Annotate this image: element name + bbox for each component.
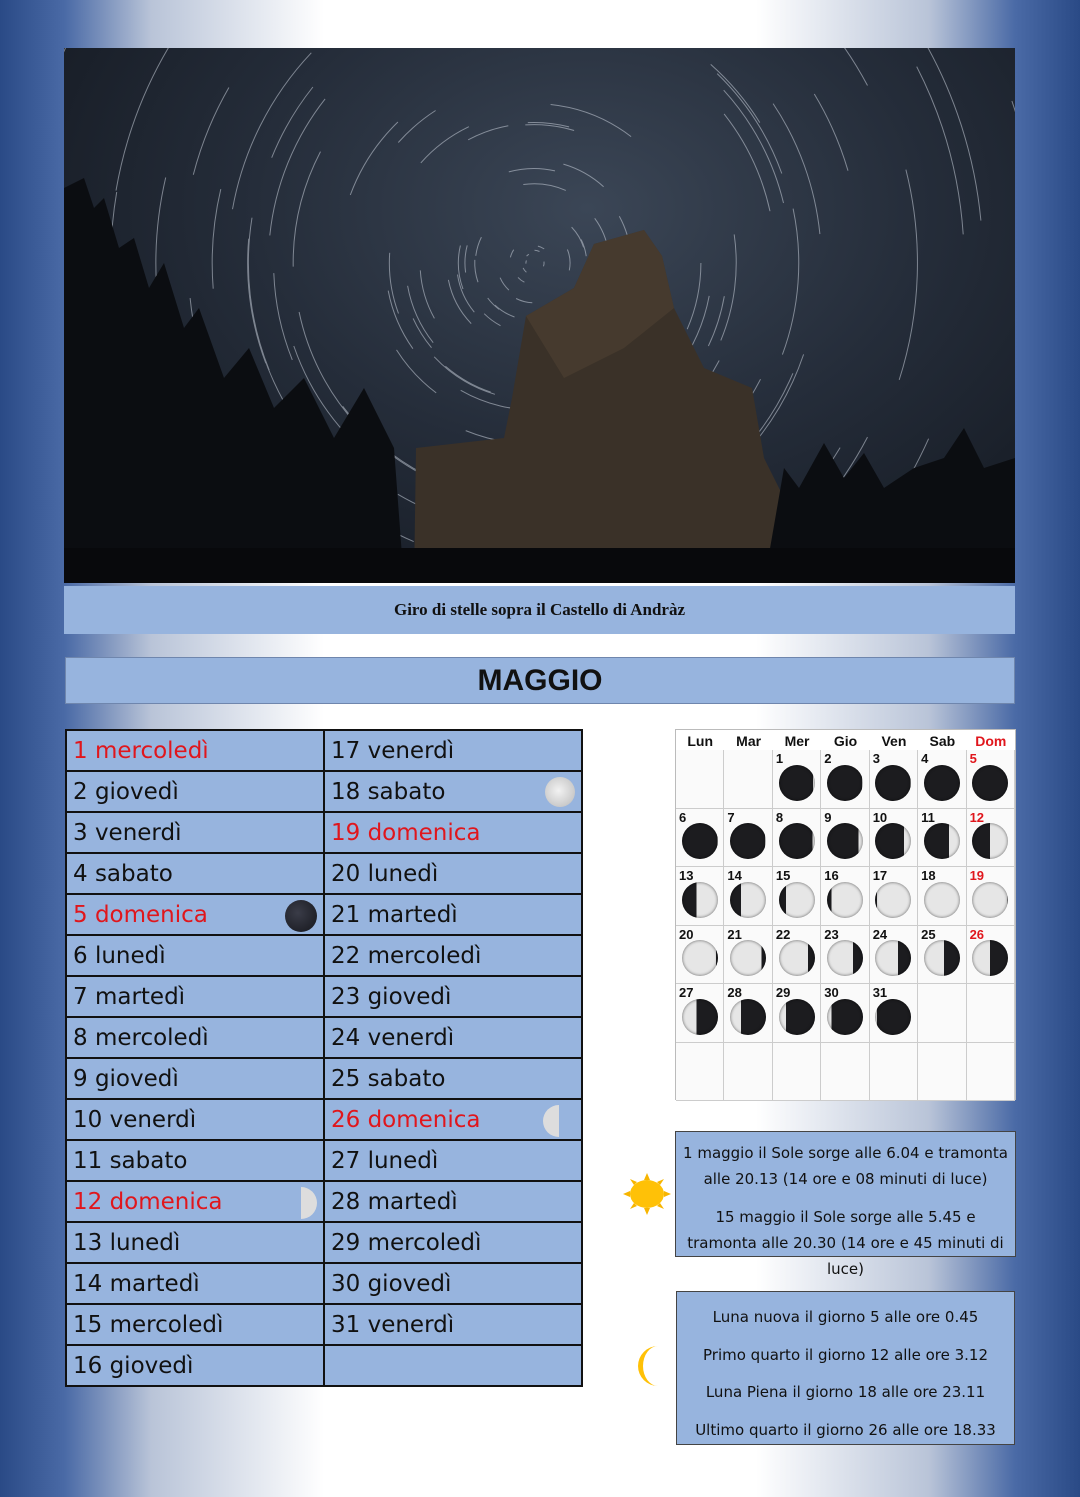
- star-trail: [535, 250, 540, 251]
- weekday-mar: Mar: [736, 733, 762, 749]
- calendar-day-cell: [773, 926, 821, 985]
- star-trail: [248, 239, 266, 364]
- moon-info-new: Luna nuova il giorno 5 alle ore 0.45: [712, 1308, 979, 1326]
- calendar-day-cell: [967, 750, 1015, 809]
- moon-phase-icon: [827, 940, 863, 976]
- star-trail: [551, 105, 632, 137]
- star-trail: [525, 125, 574, 131]
- weekday-ven: Ven: [881, 733, 907, 749]
- star-trail: [721, 234, 736, 340]
- calendar-day-cell: [821, 750, 869, 809]
- calendar-day-number: 17: [872, 868, 888, 883]
- calendar-day-cell: [918, 1043, 966, 1102]
- calendar-day-number: 9: [824, 809, 832, 825]
- star-trail: [468, 126, 508, 140]
- calendar-day-number: 7: [727, 809, 735, 825]
- weekday-sab: Sab: [929, 733, 956, 749]
- moon-phase-icon: [779, 940, 815, 976]
- day-label: 23 giovedì: [331, 983, 452, 1010]
- day-cell: [66, 1099, 324, 1140]
- calendar-day-cell: [870, 809, 918, 868]
- calendar-day-number: 19: [969, 868, 985, 883]
- calendar-day-cell: [724, 984, 772, 1043]
- day-row: [66, 1058, 582, 1099]
- calendar-day-cell: [773, 1043, 821, 1102]
- calendar-day-cell: [724, 809, 772, 868]
- moon-info-first-quarter: Primo quarto il giorno 12 alle ore 3.12: [703, 1345, 988, 1364]
- calendar-day-cell: [967, 867, 1015, 926]
- weekday-gio: Gio: [833, 733, 858, 749]
- day-cell: [324, 1058, 582, 1099]
- moon-phase-icon: [972, 940, 1008, 976]
- day-row: [66, 894, 582, 935]
- moon-info-box: [676, 1291, 1015, 1445]
- day-row: [66, 935, 582, 976]
- calendar-day-cell: [918, 867, 966, 926]
- calendar-day-cell: [967, 984, 1015, 1043]
- calendar-day-cell: [676, 926, 724, 985]
- star-trail: [782, 209, 798, 355]
- moon-info-full: Luna Piena il giorno 18 alle ore 23.11: [705, 1383, 986, 1401]
- weekday-mer: Mer: [784, 733, 810, 749]
- moon-phase-icon: [924, 823, 960, 859]
- moon-phase-icon: [779, 882, 815, 918]
- day-row: [66, 812, 582, 853]
- calendar-day-number: 11: [921, 809, 935, 825]
- star-trail: [523, 184, 566, 191]
- star-trail: [500, 278, 509, 290]
- moon-phase-icon: [682, 940, 718, 976]
- moon-phase-icon: [972, 823, 1008, 859]
- calendar-weekday-header: [676, 730, 1015, 750]
- day-row: [66, 1181, 582, 1222]
- calendar-day-number: 18: [921, 868, 936, 883]
- star-trail: [581, 240, 586, 257]
- day-cell: [324, 812, 582, 853]
- calendar-day-number: 27: [679, 985, 694, 1000]
- calendar-day-number: 29: [775, 985, 791, 1000]
- moon-phase-icon: [827, 823, 863, 859]
- calendar-day-cell: [870, 926, 918, 985]
- moon-phase-icon: [875, 882, 911, 918]
- star-trail: [899, 170, 917, 380]
- calendar-day-number: 24: [872, 926, 888, 942]
- day-label: 18 sabato: [331, 778, 446, 805]
- day-cell: [66, 1222, 324, 1263]
- calendar-day-number: 10: [872, 809, 888, 825]
- day-cell: [66, 935, 324, 976]
- tree-silhouette-left: [64, 178, 404, 583]
- star-trail: [527, 254, 529, 256]
- calendar-day-cell: [773, 867, 821, 926]
- day-label: 26 domenica: [331, 1106, 481, 1133]
- sun-info-box: [675, 1131, 1016, 1278]
- calendar-day-cell: [821, 984, 869, 1043]
- star-trail: [756, 354, 803, 440]
- day-cell: [66, 976, 324, 1017]
- day-row: [66, 730, 582, 771]
- calendar-day-cell: [676, 809, 724, 868]
- star-trail: [274, 273, 293, 360]
- star-trail: [687, 263, 701, 329]
- calendar-day-cell: [724, 926, 772, 985]
- day-row: [66, 1099, 582, 1140]
- day-cell: [324, 894, 582, 935]
- calendar-day-cell: [967, 1043, 1015, 1102]
- star-trail: [398, 111, 435, 143]
- moon-phase-icon: [730, 940, 766, 976]
- star-trail: [526, 260, 527, 263]
- star-trail: [488, 298, 499, 309]
- moon-phase-icon: [875, 823, 911, 859]
- day-label: 2 giovedì: [73, 778, 179, 805]
- day-row: [66, 771, 582, 812]
- day-row: [66, 1304, 582, 1345]
- day-label: 13 lunedì: [73, 1229, 181, 1256]
- star-trails-photo: [64, 48, 1015, 583]
- star-trail: [563, 164, 603, 187]
- star-trail: [293, 152, 320, 267]
- calendar-day-number: 30: [824, 985, 839, 1000]
- moon-info-last-quarter: Ultimo quarto il giorno 26 alle ore 18.33: [695, 1420, 996, 1439]
- star-trail: [408, 286, 434, 343]
- calendar-day-cell: [870, 1043, 918, 1102]
- day-cell: [66, 894, 324, 935]
- star-trail: [523, 268, 526, 272]
- moon-phase-icon: [682, 882, 718, 918]
- day-cell: [66, 771, 324, 812]
- calendar-day-cell: [918, 984, 966, 1043]
- day-cell: [66, 1345, 324, 1386]
- moon-phase-icon: [875, 999, 911, 1035]
- day-label: 27 lunedì: [331, 1147, 439, 1174]
- calendar-day-cell: [918, 926, 966, 985]
- calendar-day-number: 5: [969, 751, 977, 766]
- calendar-day-cell: [821, 809, 869, 868]
- calendar-day-cell: [967, 809, 1015, 868]
- day-cell: [324, 1017, 582, 1058]
- calendar-day-cell: [773, 809, 821, 868]
- day-label: 21 martedì: [331, 901, 458, 928]
- calendar-day-cell: [773, 984, 821, 1043]
- day-cell: [66, 1017, 324, 1058]
- day-cell: [324, 1263, 582, 1304]
- star-trail: [509, 169, 555, 172]
- day-cell: [324, 1140, 582, 1181]
- day-label: 4 sabato: [73, 860, 173, 887]
- star-trail: [350, 122, 398, 195]
- star-trail: [389, 253, 398, 314]
- star-trail: [420, 270, 434, 318]
- star-trail: [510, 250, 513, 258]
- day-label: 3 venerdì: [73, 819, 182, 846]
- star-trail: [572, 227, 584, 247]
- day-row: [66, 1263, 582, 1304]
- moon-phase-icon: [779, 765, 815, 801]
- star-trail: [465, 245, 467, 272]
- moon-phase-icon: [779, 823, 815, 859]
- new-moon-icon: [285, 900, 317, 932]
- calendar-day-cell: [676, 984, 724, 1043]
- calendar-day-number: 25: [921, 926, 936, 942]
- moon-phase-icon: [875, 940, 911, 976]
- moon-phase-icon: [730, 823, 766, 859]
- calendar-day-cell: [918, 809, 966, 868]
- day-label: 17 venerdì: [331, 737, 455, 764]
- calendar-day-number: 26: [969, 926, 985, 942]
- day-cell: [324, 1222, 582, 1263]
- star-trail: [116, 48, 185, 191]
- calendar-day-number: 23: [824, 926, 839, 942]
- day-cell: [66, 1140, 324, 1181]
- calendar-day-cell: [676, 750, 724, 809]
- day-row: [66, 1222, 582, 1263]
- day-label: 14 martedì: [73, 1270, 200, 1297]
- star-trail: [193, 88, 229, 175]
- day-cell: [66, 1304, 324, 1345]
- day-cell: [324, 1345, 582, 1386]
- day-cell: [66, 812, 324, 853]
- star-trail: [567, 250, 570, 271]
- star-trail: [476, 237, 482, 256]
- calendar-day-number: 31: [872, 985, 888, 1000]
- day-label: 12 domenica: [73, 1188, 223, 1215]
- moon-phase-icon: [827, 999, 863, 1035]
- star-trail: [64, 48, 101, 172]
- moon-phase-icon: [827, 882, 863, 918]
- day-label: 6 lunedì: [73, 942, 166, 969]
- star-trail: [212, 189, 221, 289]
- star-trail: [413, 318, 431, 347]
- day-label: 15 mercoledì: [73, 1311, 224, 1338]
- star-trail: [1012, 101, 1015, 292]
- calendar-day-cell: [967, 926, 1015, 985]
- day-label: 19 domenica: [331, 819, 481, 846]
- calendar-day-number: 12: [969, 809, 985, 825]
- star-trail: [248, 218, 269, 370]
- sun-info-2: 15 maggio il Sole sorge alle 5.45 e tramonta alle 20.30 (14 ore e 45 minuti di luce): [687, 1208, 1004, 1278]
- star-trail: [388, 291, 413, 349]
- sun-icon: [621, 1172, 673, 1216]
- star-trail: [518, 277, 524, 282]
- day-cell: [324, 1304, 582, 1345]
- moon-phase-icon: [924, 882, 960, 918]
- first-quarter-moon-icon: [285, 1187, 317, 1219]
- day-row: [66, 1345, 582, 1386]
- calendar-day-cell: [724, 1043, 772, 1102]
- day-label: 29 mercoledì: [331, 1229, 482, 1256]
- day-cell: [66, 853, 324, 894]
- calendar-day-number: 22: [775, 926, 791, 942]
- day-label: 31 venerdì: [331, 1311, 455, 1338]
- calendar-day-cell: [821, 1043, 869, 1102]
- day-label: 9 giovedì: [73, 1065, 179, 1092]
- calendar-day-cell: [821, 867, 869, 926]
- moon-phase-icon: [827, 765, 863, 801]
- sun-info-1: 1 maggio il Sole sorge alle 6.04 e tramonta alle 20.13 (14 ore e 08 minuti di luce): [683, 1144, 1008, 1188]
- calendar-day-number: 4: [921, 751, 929, 766]
- day-cell: [324, 976, 582, 1017]
- calendar-day-number: 3: [872, 751, 880, 766]
- day-label: 5 domenica: [73, 901, 208, 928]
- moon-phase-icon: [875, 765, 911, 801]
- day-cell: [324, 935, 582, 976]
- day-cell: [66, 1263, 324, 1304]
- star-trail: [272, 87, 313, 158]
- day-cell: [324, 730, 582, 771]
- last-quarter-moon-icon: [543, 1105, 575, 1137]
- star-trail: [724, 114, 770, 211]
- calendar-day-cell: [676, 867, 724, 926]
- star-trail: [434, 357, 495, 395]
- star-trail: [920, 48, 981, 221]
- calendar-day-cell: [918, 750, 966, 809]
- day-label: 25 sabato: [331, 1065, 446, 1092]
- calendar-day-cell: [773, 750, 821, 809]
- star-trail: [475, 260, 478, 282]
- full-moon-icon: [545, 777, 575, 807]
- star-trail: [917, 67, 964, 235]
- star-trail: [397, 350, 437, 393]
- calendar-day-cell: [870, 750, 918, 809]
- day-cell: [324, 1181, 582, 1222]
- calendar-day-number: 28: [727, 985, 742, 1000]
- star-trail: [538, 246, 544, 249]
- photo-caption: Giro di stelle sopra il Castello di Andràz: [64, 586, 1015, 634]
- calendar-day-cell: [870, 867, 918, 926]
- star-trail: [484, 314, 500, 326]
- day-cell: [324, 853, 582, 894]
- star-trail: [516, 299, 532, 303]
- day-label: 20 lunedì: [331, 860, 439, 887]
- day-label: 10 venerdì: [73, 1106, 197, 1133]
- calendar-day-number: 16: [824, 868, 839, 883]
- calendar-day-number: 1: [775, 751, 784, 766]
- day-label: 7 martedì: [73, 983, 186, 1010]
- moon-phase-icon: [730, 882, 766, 918]
- calendar-day-cell: [676, 1043, 724, 1102]
- day-label: 8 mercoledì: [73, 1024, 209, 1051]
- day-label: 30 giovedì: [331, 1270, 452, 1297]
- star-trail: [544, 262, 545, 267]
- calendar-day-number: 21: [727, 926, 742, 942]
- calendar-day-number: 20: [679, 926, 694, 942]
- weekday-lun: Lun: [687, 733, 714, 749]
- day-cell: [66, 1058, 324, 1099]
- calendar-day-cell: [870, 984, 918, 1043]
- day-cell: [66, 730, 324, 771]
- star-trail: [724, 90, 784, 203]
- calendar-day-cell: [821, 926, 869, 985]
- calendar-day-number: 6: [679, 809, 687, 825]
- star-trail: [814, 94, 848, 171]
- day-row: [66, 853, 582, 894]
- moon-phase-icon: [924, 765, 960, 801]
- day-cell: [66, 1181, 324, 1222]
- day-label: 1 mercoledì: [73, 737, 209, 764]
- days-list: [65, 729, 583, 1387]
- day-row: [66, 976, 582, 1017]
- day-cell: [324, 1099, 582, 1140]
- moon-phase-icon: [972, 882, 1008, 918]
- weekday-dom: Dom: [975, 733, 1007, 749]
- month-title: MAGGIO: [65, 657, 1015, 704]
- calendar-day-cell: [724, 750, 772, 809]
- day-label: 11 sabato: [73, 1147, 188, 1174]
- day-row: [66, 1140, 582, 1181]
- day-label: 16 giovedì: [73, 1352, 194, 1379]
- calendar-day-cell: [724, 867, 772, 926]
- day-label: 22 mercoledì: [331, 942, 482, 969]
- moon-phase-calendar: [675, 729, 1016, 1100]
- day-row: [66, 1017, 582, 1058]
- moon-phase-icon: [730, 999, 766, 1035]
- moon-phase-icon: [924, 940, 960, 976]
- calendar-day-number: 13: [679, 868, 694, 883]
- star-trail: [495, 305, 515, 317]
- day-label: 28 martedì: [331, 1188, 458, 1215]
- star-trail: [421, 127, 469, 163]
- star-trail: [445, 366, 490, 392]
- day-cell: [324, 771, 582, 812]
- calendar-day-number: 14: [727, 868, 742, 883]
- crescent-moon-icon: [628, 1343, 666, 1389]
- moon-phase-icon: [682, 999, 718, 1035]
- moon-phase-icon: [972, 765, 1008, 801]
- moon-phase-icon: [779, 999, 815, 1035]
- moon-phase-icon: [682, 823, 718, 859]
- calendar-day-number: 2: [824, 751, 832, 766]
- day-label: 24 venerdì: [331, 1024, 455, 1051]
- calendar-grid: [676, 750, 1015, 1101]
- star-trail: [233, 53, 312, 209]
- star-trail: [792, 48, 868, 86]
- calendar-day-number: 8: [775, 809, 784, 825]
- calendar-day-number: 15: [775, 868, 791, 883]
